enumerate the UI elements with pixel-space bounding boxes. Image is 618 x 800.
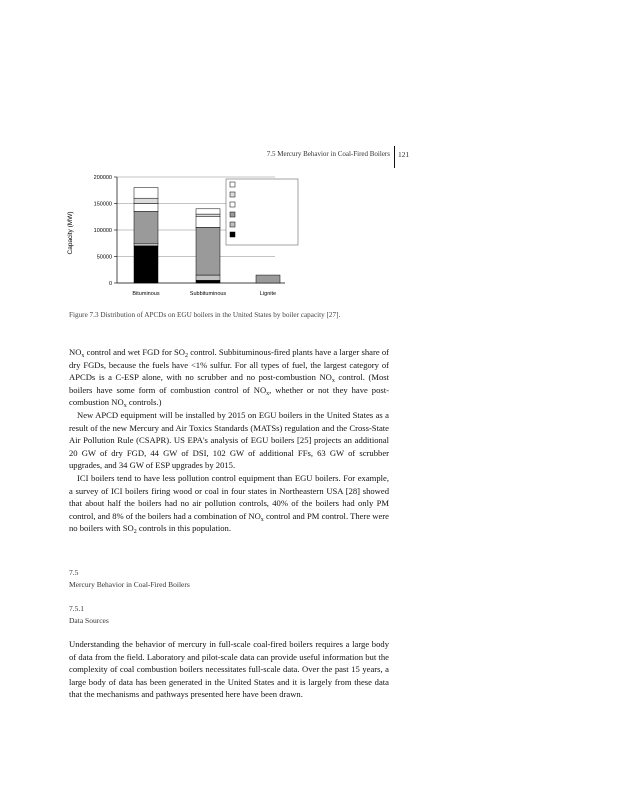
legend-swatch (230, 232, 235, 237)
section-number: 7.5 (69, 568, 79, 577)
legend-swatch (230, 222, 235, 227)
chart-x-tick-label: Subbituminous (189, 291, 227, 297)
chart-bar-segment (196, 280, 220, 283)
chart-x-tick-label: Bituminous (132, 291, 160, 297)
chart-bar-segment (134, 211, 158, 243)
chart-y-tick-label: 100000 (93, 228, 112, 234)
chart-y-tick-labels (94, 175, 112, 287)
chart-bar-segment (134, 198, 158, 203)
chart-bar-segment (134, 246, 158, 283)
chart-x-tick-label: Lignite (259, 291, 277, 297)
chart-y-tick-label: 50000 (96, 254, 112, 261)
chart-y-tick-label: 150000 (93, 201, 112, 208)
header-divider (394, 146, 395, 168)
legend-swatch (230, 192, 235, 197)
chart-legend (226, 179, 298, 245)
section-title: Mercury Behavior in Coal-Fired Boilers (69, 580, 190, 589)
running-header-title: 7.5 Mercury Behavior in Coal-Fired Boilers (266, 150, 390, 158)
chart-bar-segment (196, 275, 220, 280)
legend-swatch (230, 212, 235, 217)
chart-bar-segment (196, 209, 220, 214)
legend-swatch (230, 182, 235, 187)
subsection-number: 7.5.1 (69, 604, 84, 613)
chart-bar-segment (196, 227, 220, 275)
chart-bar-segment (134, 243, 158, 246)
figure-caption: Figure 7.3 Distribution of APCDs on EGU boilers in the United States by boiler capacity [27]. (69, 311, 341, 319)
paragraph-1: $NO_x$ control and wet FGD for $SO_2$ control. Subbituminous-fired plants have a larger share of dry FGDs, because the fuels have <1% sulfur. For all types of fuel, the largest category of APCDs is a C-ESP alone, with no scrubber and no post-combustion $NO_x$ control. (Most boilers have some form of combustion control of $NO_x$, whether or not they have post-combustion $NO_x$ controls.) (69, 347, 389, 410)
chart-bar-segment (196, 214, 220, 217)
legend-box (226, 179, 298, 245)
body-text-block-2 (69, 638, 389, 701)
chart-bar-segment (196, 217, 220, 228)
body-text-block-1 (69, 346, 389, 535)
subsection-title: Data Sources (69, 616, 109, 625)
chart-y-tick-label: 200000 (93, 175, 112, 181)
apcd-capacity-chart (60, 166, 310, 306)
chart-bar-segment (256, 275, 280, 283)
paragraph-4: Understanding the behavior of mercury in full-scale coal-fired boilers requires a large body of data from the field. Laboratory and pilot-scale data can provide useful information but the complexity of coal combustion boilers necessitates full-scale data. Over the past 15 years, a large body of data has been generated in the United States and it is largely from these data that the mechanisms and pathways presented here have been drawn. (69, 639, 389, 700)
paragraph-3: ICI boilers tend to have less pollution control equipment than EGU boilers. For example, a survey of ICI boilers firing wood or coal in four states in Northeastern USA [28] showed that about half the boilers had no air pollution controls, 40% of the boilers had only PM control, and 8% of the boilers had a combination of $NO_x$ control and PM control. There were no boilers with $SO_2$ controls in this population. (69, 472, 389, 536)
chart-y-tick-label: 0 (108, 281, 112, 287)
page-number: 121 (398, 150, 410, 159)
chart-bar-segment (134, 188, 158, 199)
chart-bar-segment (134, 204, 158, 212)
legend-swatch (230, 202, 235, 207)
chart-x-tick-labels (132, 291, 276, 297)
paragraph-2: New APCD equipment will be installed by 2015 on EGU boilers in the United States as a result of the new Mercury and Air Toxics Standards (MATSs) regulation and the Cross-State Air Pollution Rule (CSAPR). US EPA's analysis of EGU boilers [25] projects an additional 20 GW of dry FGD, 44 GW of DSI, 102 GW of additional FFs, 63 GW of scrubber upgrades, and 34 GW of ESP upgrades by 2015. (69, 409, 389, 471)
chart-y-axis-label: Capacity (MW) (67, 211, 74, 255)
